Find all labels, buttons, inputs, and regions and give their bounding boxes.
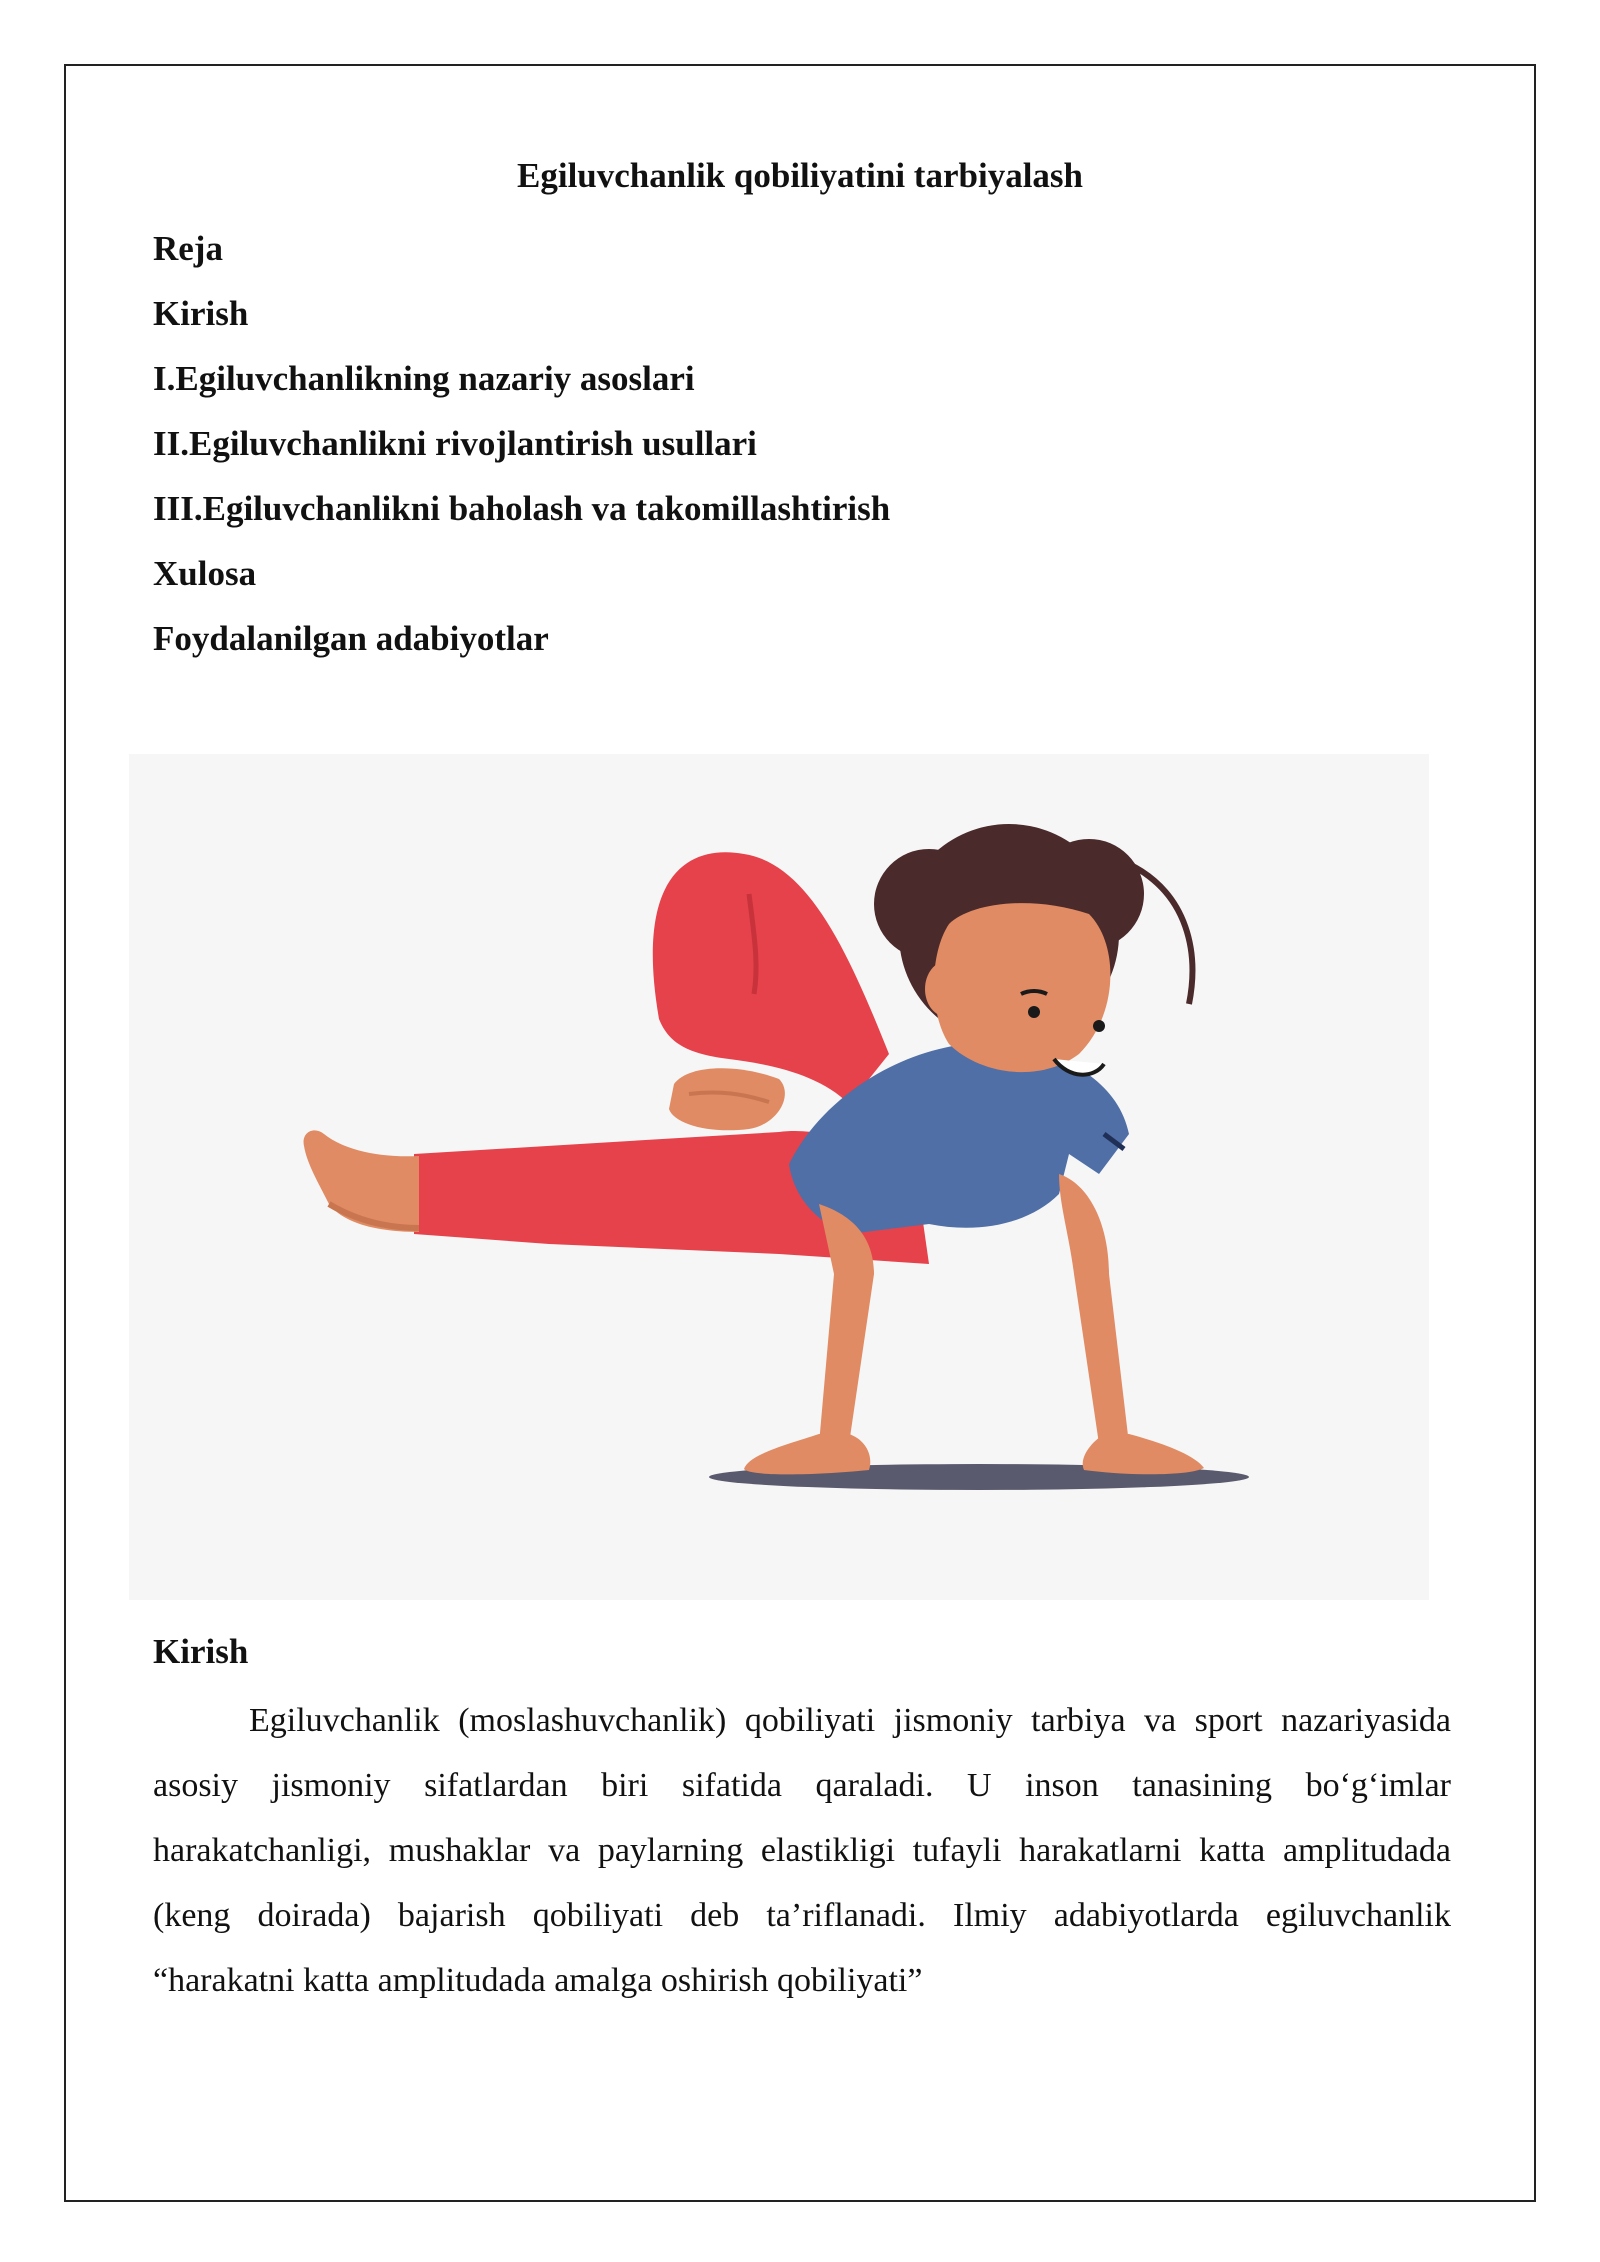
outline-item-chapter-3: III.Egiluvchanlikni baholash va takomillashtirish <box>153 489 891 528</box>
section-heading-kirish: Kirish <box>153 1632 249 1671</box>
ear <box>925 961 969 1017</box>
left-arm <box>819 1204 874 1444</box>
table-of-contents <box>153 216 1453 671</box>
outline-item-chapter-2: II.Egiluvchanlikni rivojlantirish usullari <box>153 424 757 463</box>
outline-item-reja: Reja <box>153 229 223 268</box>
right-hand <box>1083 1434 1204 1474</box>
outline-item-xulosa: Xulosa <box>153 554 257 593</box>
yoga-illustration <box>129 754 1429 1600</box>
left-hand <box>744 1434 870 1474</box>
introduction-paragraph: Egiluvchanlik (moslashuvchanlik) qobiliyati jismoniy tarbiya va sport nazariyasida asosiy jismoniy sifatlardan biri sifatida qaraladi. U inson tanasining bo‘g‘imlar harakatchanligi, mushaklar va paylarning elastikligi tufayli harakatlarni katta amplitudada (keng doirada) bajarish qobiliyati deb ta’riflanadi. Ilmiy adabiyotlarda egiluvchanlik “harakatni katta amplitudada amalga oshirish qobiliyati” <box>153 1702 1451 1999</box>
eye <box>1093 1020 1105 1032</box>
document-title: Egiluvchanlik qobiliyatini tarbiyalash <box>517 156 1083 195</box>
gripping-hand <box>669 1068 785 1130</box>
outline-item-references: Foydalanilgan adabiyotlar <box>153 619 549 658</box>
raised-leg <box>653 852 889 1104</box>
right-arm <box>1059 1174 1129 1444</box>
outline-item-chapter-1: I.Egiluvchanlikning nazariy asoslari <box>153 359 695 398</box>
child-yoga-pose-illustration <box>129 754 1429 1600</box>
outline-item-kirish: Kirish <box>153 294 249 333</box>
eye <box>1028 1006 1040 1018</box>
